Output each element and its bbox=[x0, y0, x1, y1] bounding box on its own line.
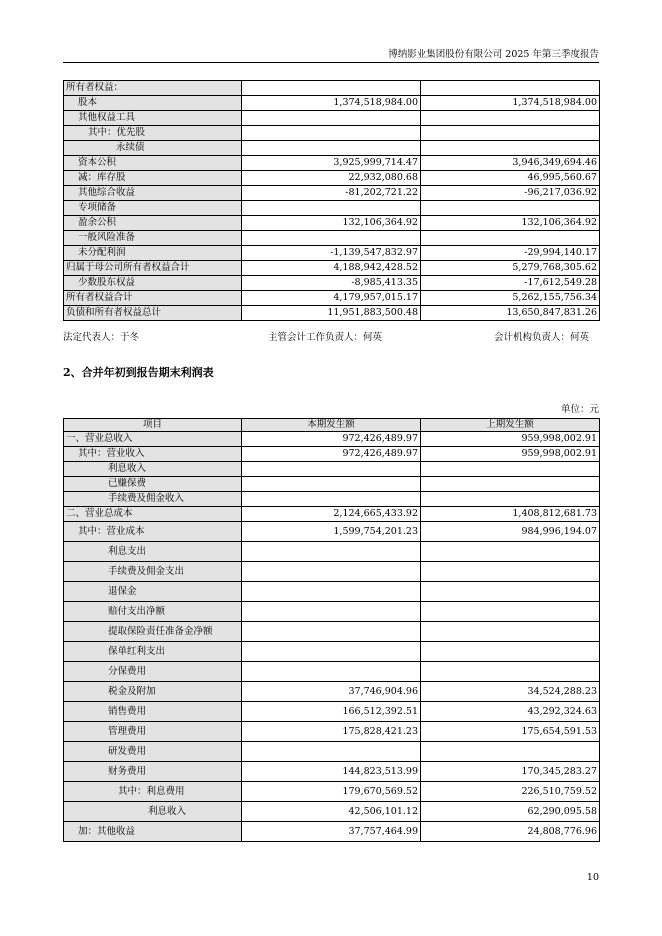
previous-value bbox=[421, 582, 600, 602]
accounting-org-head: 会计机构负责人：何英 bbox=[493, 332, 589, 343]
table-row bbox=[64, 507, 600, 522]
current-value: 175,828,421.23 bbox=[242, 722, 421, 742]
current-value: 179,670,569.52 bbox=[242, 782, 421, 802]
row-label: 利息收入 bbox=[64, 462, 242, 477]
current-value bbox=[242, 81, 421, 96]
table-row bbox=[64, 111, 600, 126]
current-value: 4,188,942,428.52 bbox=[242, 261, 421, 276]
row-label: 所有者权益合计 bbox=[64, 291, 242, 306]
previous-value bbox=[421, 477, 600, 492]
current-value bbox=[242, 201, 421, 216]
income-statement-table bbox=[63, 418, 600, 842]
row-label: 销售费用 bbox=[64, 702, 242, 722]
row-label: 税金及附加 bbox=[64, 682, 242, 702]
previous-value: 959,998,002.91 bbox=[421, 432, 600, 447]
current-value bbox=[242, 602, 421, 622]
table-row bbox=[64, 141, 600, 156]
table-row bbox=[64, 522, 600, 542]
row-label: 二、营业总成本 bbox=[64, 507, 242, 522]
row-label: 其他综合收益 bbox=[64, 186, 242, 201]
current-value bbox=[242, 141, 421, 156]
current-value: 132,106,364.92 bbox=[242, 216, 421, 231]
previous-value bbox=[421, 642, 600, 662]
row-label: 管理费用 bbox=[64, 722, 242, 742]
table-row bbox=[64, 246, 600, 261]
current-value: 972,426,489.97 bbox=[242, 432, 421, 447]
previous-value: 46,995,560.67 bbox=[421, 171, 600, 186]
previous-value bbox=[421, 462, 600, 477]
table-row bbox=[64, 156, 600, 171]
table-row bbox=[64, 126, 600, 141]
previous-value: -17,612,549.28 bbox=[421, 276, 600, 291]
previous-value: -96,217,036.92 bbox=[421, 186, 600, 201]
previous-value bbox=[421, 231, 600, 246]
signature-line bbox=[63, 329, 599, 343]
row-label: 手续费及佣金支出 bbox=[64, 562, 242, 582]
current-value: -1,139,547,832.97 bbox=[242, 246, 421, 261]
row-label: 手续费及佣金收入 bbox=[64, 492, 242, 507]
current-value bbox=[242, 111, 421, 126]
table-row bbox=[64, 682, 600, 702]
current-value: 972,426,489.97 bbox=[242, 447, 421, 462]
table-row bbox=[64, 81, 600, 96]
previous-value bbox=[421, 542, 600, 562]
current-value bbox=[242, 542, 421, 562]
table-row bbox=[64, 742, 600, 762]
table-row bbox=[64, 702, 600, 722]
table-row bbox=[64, 216, 600, 231]
previous-value: 13,650,847,831.26 bbox=[421, 306, 600, 321]
current-value: 166,512,392.51 bbox=[242, 702, 421, 722]
table-row bbox=[64, 602, 600, 622]
current-value: 4,179,957,015.17 bbox=[242, 291, 421, 306]
table-row bbox=[64, 492, 600, 507]
previous-value: 1,374,518,984.00 bbox=[421, 96, 600, 111]
table-row bbox=[64, 432, 600, 447]
table-row bbox=[64, 762, 600, 782]
row-label: 加：其他收益 bbox=[64, 822, 242, 842]
row-label: 所有者权益： bbox=[64, 81, 242, 96]
legal-representative: 法定代表人：于冬 bbox=[63, 332, 140, 343]
previous-value bbox=[421, 622, 600, 642]
current-value: 22,932,080.68 bbox=[242, 171, 421, 186]
current-value: -81,202,721.22 bbox=[242, 186, 421, 201]
row-label: 利息支出 bbox=[64, 542, 242, 562]
accounting-head: 主管会计工作负责人：何英 bbox=[268, 332, 383, 343]
table-header-row bbox=[64, 419, 600, 432]
table-row bbox=[64, 662, 600, 682]
current-value bbox=[242, 642, 421, 662]
row-label: 利息收入 bbox=[64, 802, 242, 822]
row-label: 未分配利润 bbox=[64, 246, 242, 261]
row-label: 财务费用 bbox=[64, 762, 242, 782]
current-value bbox=[242, 477, 421, 492]
table-row bbox=[64, 782, 600, 802]
table-row bbox=[64, 171, 600, 186]
table-row bbox=[64, 802, 600, 822]
current-value: 144,823,513.99 bbox=[242, 762, 421, 782]
previous-value: 959,998,002.91 bbox=[421, 447, 600, 462]
row-label: 其中：营业收入 bbox=[64, 447, 242, 462]
current-value: 42,506,101.12 bbox=[242, 802, 421, 822]
section-title: 2、合并年初到报告期末利润表 bbox=[63, 366, 214, 379]
current-value: 1,374,518,984.00 bbox=[242, 96, 421, 111]
row-label: 一、营业总收入 bbox=[64, 432, 242, 447]
current-value bbox=[242, 662, 421, 682]
table-row bbox=[64, 822, 600, 842]
table-row bbox=[64, 542, 600, 562]
current-value bbox=[242, 126, 421, 141]
header-divider bbox=[63, 62, 599, 63]
table-row bbox=[64, 462, 600, 477]
previous-value: 132,106,364.92 bbox=[421, 216, 600, 231]
previous-value bbox=[421, 126, 600, 141]
table-row bbox=[64, 562, 600, 582]
table-row bbox=[64, 447, 600, 462]
previous-value: 3,946,349,694.46 bbox=[421, 156, 600, 171]
previous-value: 175,654,591.53 bbox=[421, 722, 600, 742]
previous-value bbox=[421, 562, 600, 582]
row-label: 其他权益工具 bbox=[64, 111, 242, 126]
row-label: 研发费用 bbox=[64, 742, 242, 762]
current-value bbox=[242, 622, 421, 642]
previous-value: -29,994,140.17 bbox=[421, 246, 600, 261]
row-label: 退保金 bbox=[64, 582, 242, 602]
current-value bbox=[242, 562, 421, 582]
row-label: 归属于母公司所有者权益合计 bbox=[64, 261, 242, 276]
table-row bbox=[64, 622, 600, 642]
previous-value: 170,345,283.27 bbox=[421, 762, 600, 782]
table-row bbox=[64, 231, 600, 246]
previous-value bbox=[421, 742, 600, 762]
previous-value bbox=[421, 81, 600, 96]
current-value: 1,599,754,201.23 bbox=[242, 522, 421, 542]
table-row bbox=[64, 276, 600, 291]
row-label: 赔付支出净额 bbox=[64, 602, 242, 622]
row-label: 股本 bbox=[64, 96, 242, 111]
table-row bbox=[64, 306, 600, 321]
current-value bbox=[242, 742, 421, 762]
current-value: -8,985,413.35 bbox=[242, 276, 421, 291]
previous-value bbox=[421, 201, 600, 216]
row-label: 资本公积 bbox=[64, 156, 242, 171]
previous-value: 43,292,324.63 bbox=[421, 702, 600, 722]
current-value bbox=[242, 462, 421, 477]
table-row bbox=[64, 261, 600, 276]
column-header-item: 项目 bbox=[64, 419, 242, 432]
row-label: 其中：利息费用 bbox=[64, 782, 242, 802]
table-row bbox=[64, 722, 600, 742]
previous-value: 62,290,095.58 bbox=[421, 802, 600, 822]
table-row bbox=[64, 186, 600, 201]
previous-value bbox=[421, 662, 600, 682]
row-label: 其中：营业成本 bbox=[64, 522, 242, 542]
table-row bbox=[64, 582, 600, 602]
current-value bbox=[242, 582, 421, 602]
previous-value: 5,279,768,305.62 bbox=[421, 261, 600, 276]
unit-label: 单位：元 bbox=[560, 404, 599, 415]
report-header: 博纳影业集团股份有限公司 2025 年第三季度报告 bbox=[388, 49, 599, 60]
previous-value bbox=[421, 141, 600, 156]
row-label: 提取保险责任准备金净额 bbox=[64, 622, 242, 642]
current-value: 37,746,904.96 bbox=[242, 682, 421, 702]
current-value: 3,925,999,714.47 bbox=[242, 156, 421, 171]
previous-value: 34,524,288.23 bbox=[421, 682, 600, 702]
row-label: 保单红利支出 bbox=[64, 642, 242, 662]
previous-value: 984,996,194.07 bbox=[421, 522, 600, 542]
row-label: 减：库存股 bbox=[64, 171, 242, 186]
current-value: 2,124,665,433.92 bbox=[242, 507, 421, 522]
current-value bbox=[242, 492, 421, 507]
row-label: 专项储备 bbox=[64, 201, 242, 216]
table-row bbox=[64, 642, 600, 662]
previous-value bbox=[421, 492, 600, 507]
equity-table bbox=[63, 80, 600, 321]
previous-value: 5,262,155,756.34 bbox=[421, 291, 600, 306]
previous-value: 226,510,759.52 bbox=[421, 782, 600, 802]
row-label: 永续债 bbox=[64, 141, 242, 156]
table-row bbox=[64, 291, 600, 306]
row-label: 少数股东权益 bbox=[64, 276, 242, 291]
table-row bbox=[64, 477, 600, 492]
current-value: 37,757,464.99 bbox=[242, 822, 421, 842]
table-row bbox=[64, 96, 600, 111]
row-label: 盈余公积 bbox=[64, 216, 242, 231]
row-label: 已赚保费 bbox=[64, 477, 242, 492]
previous-value bbox=[421, 111, 600, 126]
row-label: 一般风险准备 bbox=[64, 231, 242, 246]
row-label: 其中：优先股 bbox=[64, 126, 242, 141]
row-label: 负债和所有者权益总计 bbox=[64, 306, 242, 321]
table-row bbox=[64, 201, 600, 216]
previous-value bbox=[421, 602, 600, 622]
page-number: 10 bbox=[586, 872, 599, 883]
column-header-previous: 上期发生额 bbox=[421, 419, 600, 432]
current-value bbox=[242, 231, 421, 246]
current-value: 11,951,883,500.48 bbox=[242, 306, 421, 321]
row-label: 分保费用 bbox=[64, 662, 242, 682]
previous-value: 1,408,812,681.73 bbox=[421, 507, 600, 522]
column-header-current: 本期发生额 bbox=[242, 419, 421, 432]
previous-value: 24,808,776.96 bbox=[421, 822, 600, 842]
